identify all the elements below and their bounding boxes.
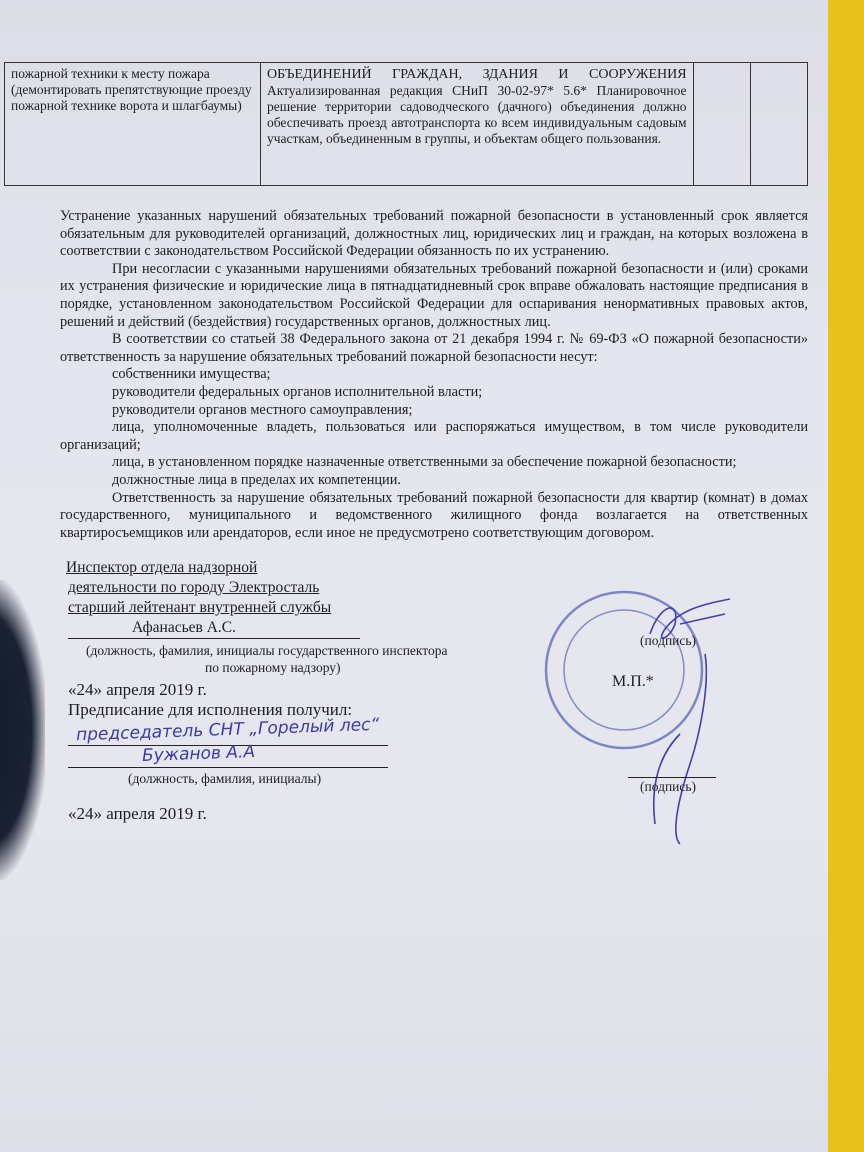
seal-label: М.П.* — [612, 673, 654, 691]
norm-title: ОБЪЕДИНЕНИЙ ГРАЖДАН, ЗДАНИЯ И СООРУЖЕНИЯ — [266, 67, 687, 82]
recipient-signature-caption: (подпись) — [640, 779, 697, 795]
table-cell-empty — [750, 63, 807, 186]
list-item: руководители органов местного самоуправления; — [112, 401, 413, 418]
table-cell-requirement: пожарной техники к месту пожара (демонтировать препятствующие проезду пожарной технике ворота и шлагбаумы) — [5, 63, 261, 186]
inspector-date: «24» апреля 2019 г. — [68, 680, 207, 700]
list-item: должностные лица в пределах их компетенции. — [112, 471, 401, 488]
list-item: руководители федеральных органов исполнительной власти; — [112, 383, 483, 400]
recipient-label: Предписание для исполнения получил: — [68, 700, 353, 720]
paragraph: При несогласии с указанными нарушениями обязательных требований пожарной безопасности и (или) сроками их устранения физические и юридические лица в пятнадцатидневный срок вправе обжаловать настоящие предписания в порядке, установленном законодательством Российской Федерации для оспаривания ненормативных правовых актов, решений и действий (бездействия) государственных органов, должностных лиц. — [60, 260, 808, 330]
inspector-position-1: Инспектор отдела надзорной — [66, 559, 258, 577]
violations-table — [4, 62, 808, 186]
norm-text: Актуализированная редакция СНиП 30-02-97* 5.6* Планировочное решение территории садоводческого (дачного) объединения должно обеспечивать проезд автотранспорта ко всем индивидуальным садовым участкам, объединенным в группы, и объектам общего пользования. — [266, 83, 687, 146]
table-cell-norm — [260, 63, 693, 186]
recipient-handwritten-name: Бужанов А.А — [141, 742, 256, 767]
recipient-date: «24» апреля 2019 г. — [68, 804, 207, 824]
inspector-rank: старший лейтенант внутренней службы — [68, 599, 332, 617]
table-cell-empty — [693, 63, 750, 186]
name-line — [68, 638, 360, 639]
document-flow — [0, 208, 828, 838]
document-body — [60, 208, 808, 542]
list-item: собственники имущества; — [112, 366, 271, 383]
inspector-caption-2: по пожарному надзору) — [205, 660, 341, 676]
inspector-name: Афанасьев А.С. — [132, 619, 237, 637]
list-item: лица, уполномоченные владеть, пользоваться или распоряжаться имуществом, в том числе руководители организаций; — [60, 419, 808, 453]
paragraph: Ответственность за нарушение обязательных требований пожарной безопасности для квартир (комнат) в домах государственного, муниципального и ведомственного жилищного фонда возлагается на ответственных квартиросъемщиков или арендаторов, если иное не предусмотрено соответствующим договором. — [60, 489, 808, 541]
paragraph: В соответствии со статьей 38 Федерального закона от 21 декабря 1994 г. № 69-ФЗ «О пожарной безопасности» ответственность за нарушение обязательных требований пожарной безопасности несут: — [60, 331, 808, 365]
list-item: лица, в установленном порядке назначенные ответственными за обеспечение пожарной безопасности; — [112, 454, 737, 471]
inspector-caption: (должность, фамилия, инициалы государственного инспектора — [86, 643, 448, 659]
official-stamp — [530, 584, 770, 854]
inspector-signature-caption: (подпись) — [640, 633, 697, 649]
inspector-position-2: деятельности по городу Электросталь — [68, 579, 320, 597]
recipient-line-2 — [68, 767, 388, 768]
recipient-caption: (должность, фамилия, инициалы) — [128, 771, 322, 787]
recipient-handwritten-position: председатель СНТ „Горелый лес“ — [75, 714, 380, 746]
table-row — [5, 63, 808, 186]
paragraph: Устранение указанных нарушений обязательных требований пожарной безопасности в установленный срок является обязательным для руководителей организаций, должностных лиц, юридических лиц и граждан, на которых возложена в соответствии с законодательством Российской Федерации обязанность по их устранению. — [60, 208, 808, 260]
signature-block — [0, 558, 828, 838]
